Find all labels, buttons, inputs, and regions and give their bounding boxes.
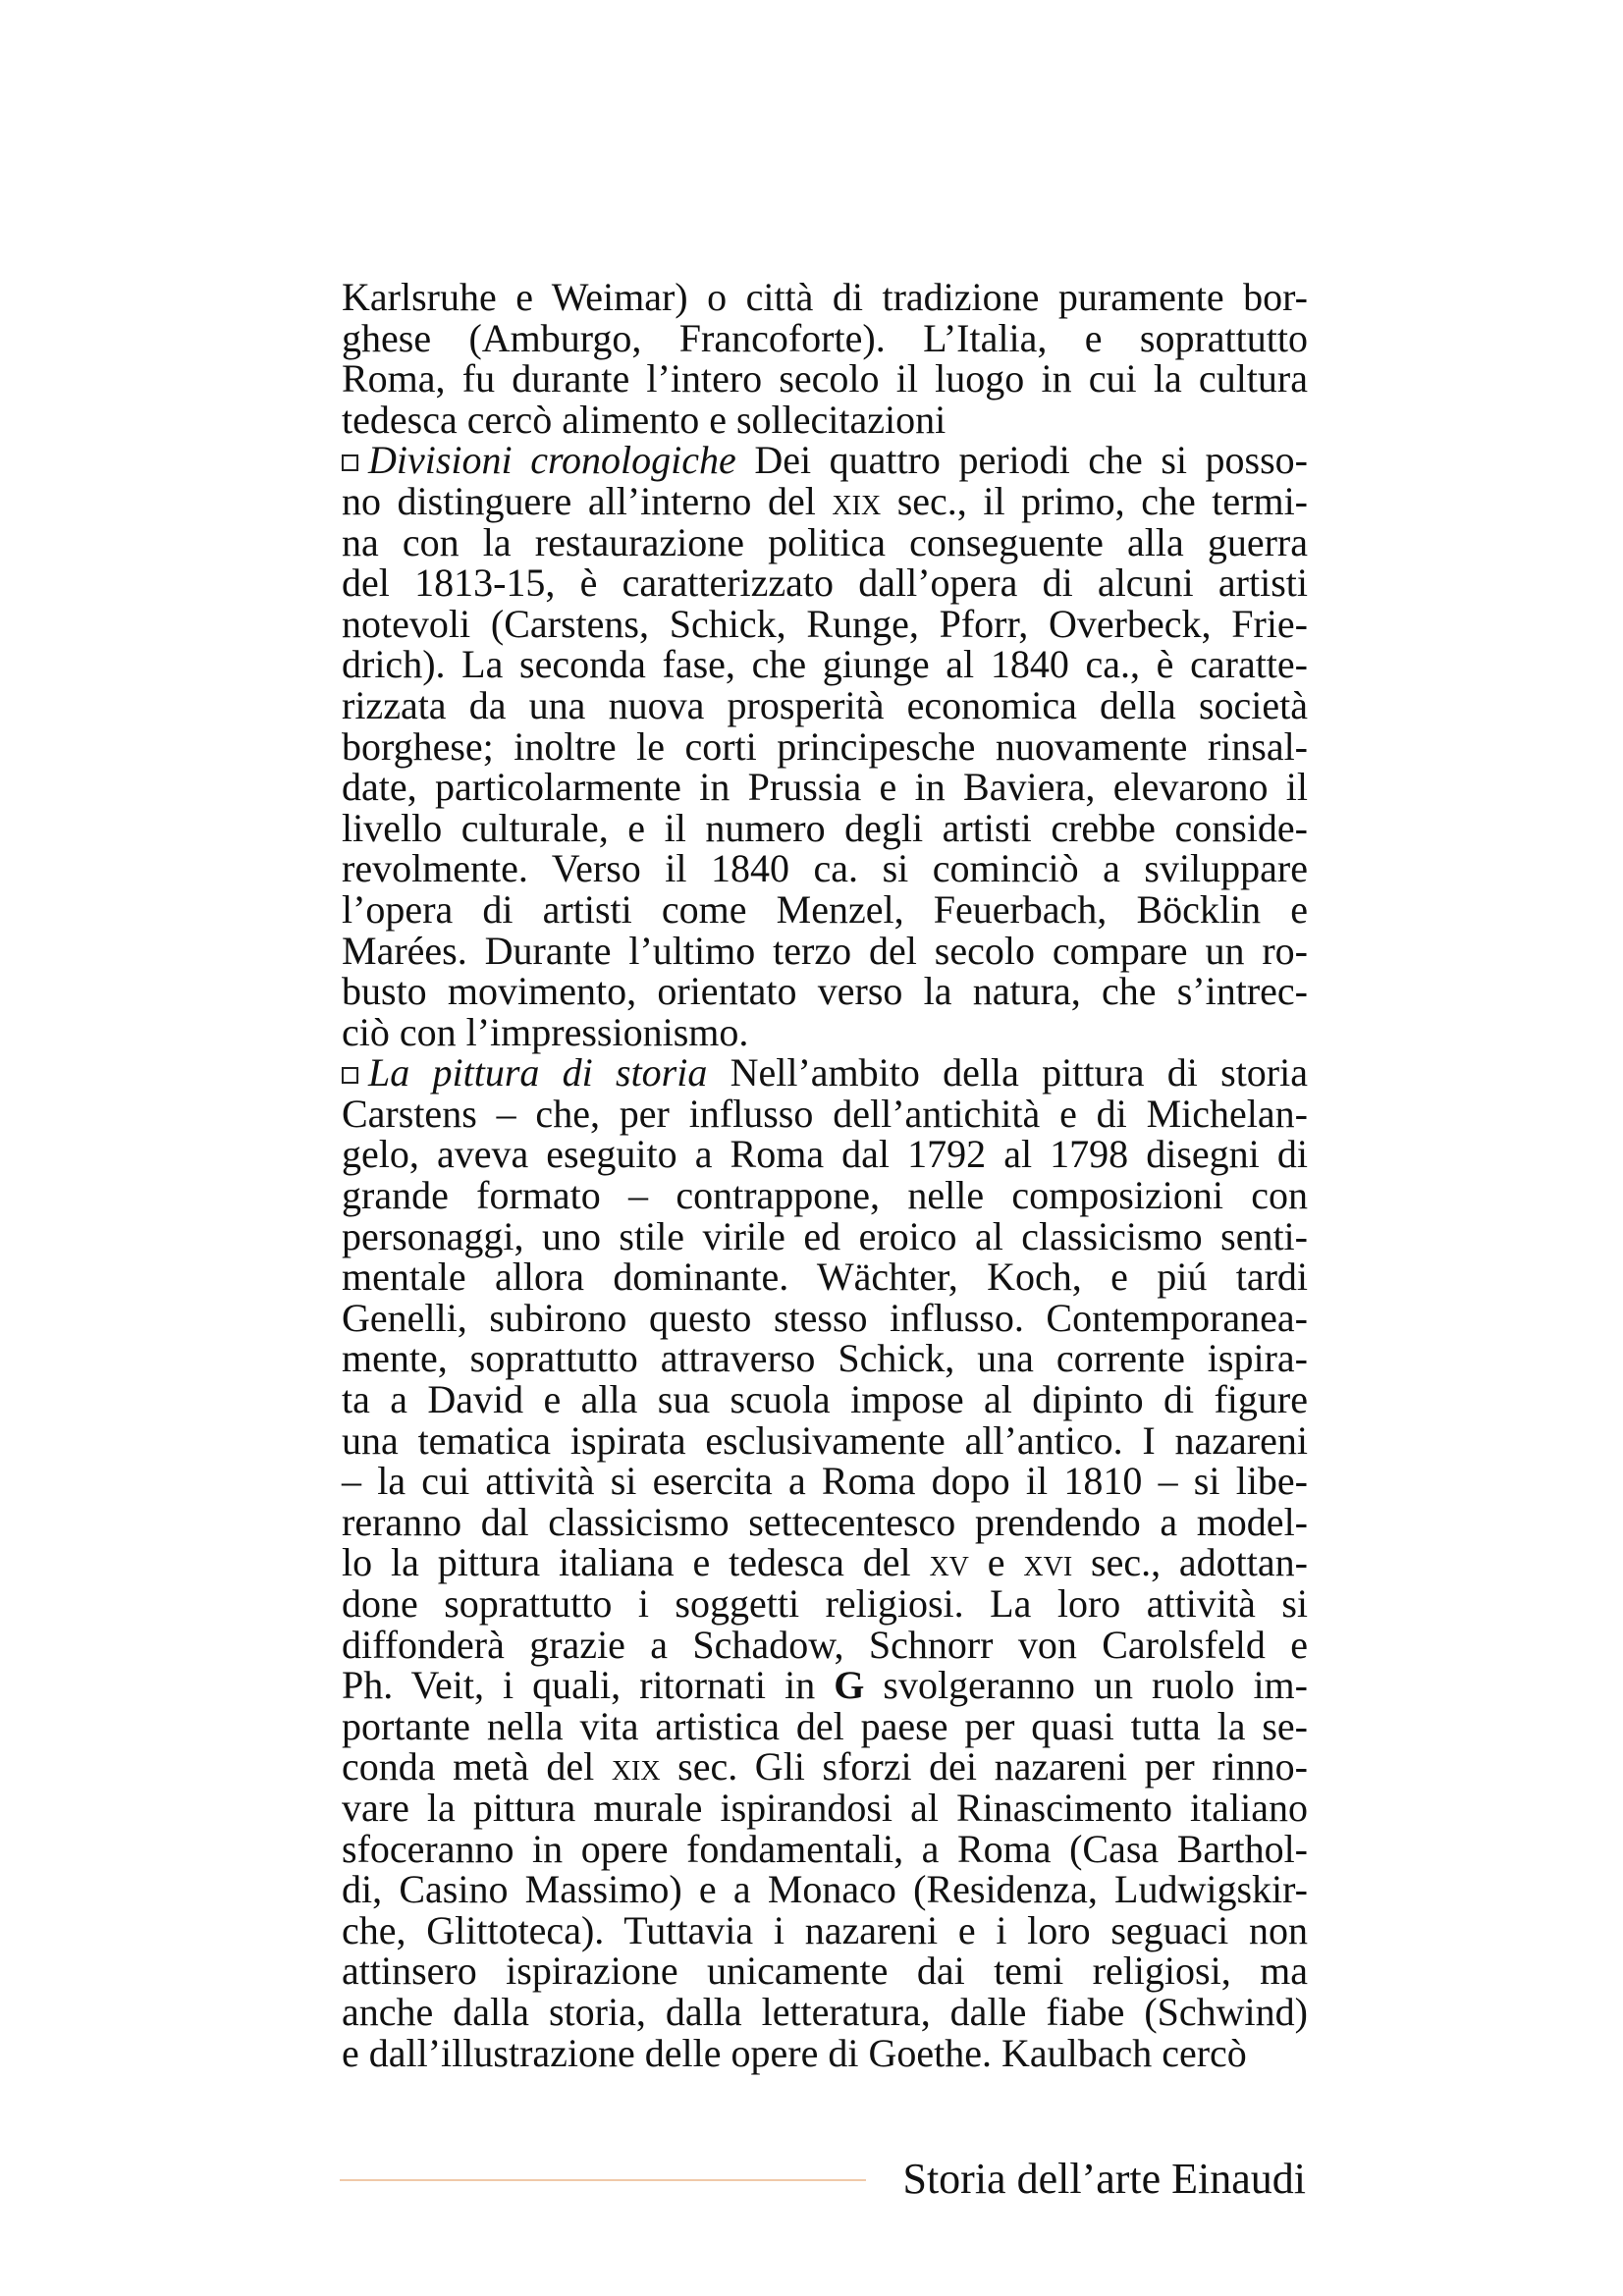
text-line: grande formato – contrappone, nelle composizioni con [342, 1173, 1308, 1218]
paragraph [342, 277, 1308, 440]
text-line: no distinguere all’interno del xix sec., il primo, che termi- [342, 478, 1309, 523]
text-line: Karlsruhe e Weimar) o città di tradizione puramente bor- [342, 275, 1308, 319]
text-line: mente, soprattutto attraverso Schick, una corrente ispira- [342, 1336, 1308, 1381]
text-line: l’opera di artisti come Menzel, Feuerbach, Böcklin e [342, 886, 1308, 932]
text-line: na con la restaurazione politica conseguente alla guerra [342, 519, 1308, 564]
text-line: diffonderà grazie a Schadow, Schnorr von Carolsfeld e [342, 1622, 1308, 1667]
text-line: mentale allora dominante. Wächter, Koch, e piú tardi [342, 1255, 1308, 1300]
text-line: date, particolarmente in Prussia e in Baviera, elevarono il [342, 765, 1308, 810]
text-line: e dall’illustrazione delle opere di Goethe. Kaulbach cercò [342, 2030, 1247, 2075]
text-line: Ph. Veit, i quali, ritornati in G svolgeranno un ruolo im- [342, 1663, 1308, 1708]
footer-title: Storia dell’arte Einaudi [902, 2155, 1306, 2203]
text-line: ghese (Amburgo, Francoforte). L’Italia, e soprattutto [342, 315, 1308, 360]
text-line: notevoli (Carstens, Schick, Runge, Pforr, Overbeck, Frie- [342, 601, 1308, 646]
text-line: drich). La seconda fase, che giunge al 1840 ca., è caratte- [342, 642, 1308, 687]
text-line: busto movimento, orientato verso la natura, che s’intrec- [342, 969, 1308, 1014]
text-line: del 1813-15, è caratterizzato dall’opera di alcuni artisti [342, 561, 1308, 606]
paragraph [342, 1052, 1308, 2073]
text-line: borghese; inoltre le corti principesche nuovamente rinsal- [342, 723, 1308, 769]
text-line-rest: Dei quattro periodi che si posso- [735, 438, 1309, 483]
text-line: vare la pittura murale ispirandosi al Rinascimento italiano [342, 1785, 1308, 1830]
paragraph [342, 440, 1308, 1052]
text-line: di, Casino Massimo) e a Monaco (Residenza, Ludwigskir- [342, 1867, 1308, 1912]
text-line: ta a David e alla sua scuola impose al dipinto di figure [342, 1377, 1308, 1422]
text-line: reranno dal classicismo settecentesco prendendo a model- [342, 1499, 1308, 1544]
text-line: che, Glittoteca). Tuttavia i nazareni e i loro seguaci non [342, 1907, 1308, 1952]
text-line: portante nella vita artistica del paese per quasi tutta la se- [342, 1703, 1308, 1748]
text-line: anche dalla storia, dalla letteratura, dalle fiabe (Schwind) [342, 1989, 1308, 2034]
text-line: ciò con l’impressionismo. [342, 1009, 749, 1054]
text-line: revolmente. Verso il 1840 ca. si cominciò a sviluppare [342, 846, 1308, 891]
text-line: Genelli, subirono questo stesso influsso. Contemporanea- [342, 1295, 1308, 1340]
paragraph-heading-line [342, 440, 1308, 481]
text-line: una tematica ispirata esclusivamente all’antico. I nazareni [342, 1417, 1308, 1463]
section-heading: La pittura di storia [368, 1050, 708, 1095]
section-marker-icon [342, 454, 358, 471]
text-line: tedesca cercò alimento e sollecitazioni [342, 397, 947, 442]
section-heading: Divisioni cronologiche [368, 438, 736, 483]
text-line: gelo, aveva eseguito a Roma dal 1792 al 1798 disegni di [342, 1132, 1308, 1177]
text-line: conda metà del xix sec. Gli sforzi dei nazareni per rinno- [342, 1744, 1309, 1789]
text-line: attinsero ispirazione unicamente dai temi religiosi, ma [342, 1949, 1308, 1994]
text-line: done soprattutto i soggetti religiosi. La loro attività si [342, 1581, 1308, 1626]
footer-rule [340, 2179, 866, 2181]
body-text [342, 277, 1308, 2073]
section-marker-icon [342, 1067, 358, 1084]
text-line: livello culturale, e il numero degli artisti crebbe conside- [342, 805, 1308, 850]
text-line: – la cui attività si esercita a Roma dopo il 1810 – si libe- [342, 1459, 1308, 1504]
text-line: Roma, fu durante l’intero secolo il luogo in cui la cultura [342, 356, 1308, 401]
text-line: personaggi, uno stile virile ed eroico al classicismo senti- [342, 1213, 1308, 1258]
text-line-rest: Nell’ambito della pittura di storia [707, 1050, 1308, 1095]
text-line: lo la pittura italiana e tedesca del xv e xvi sec., adottan- [342, 1540, 1308, 1585]
text-line: Carstens – che, per influsso dell’antichità e di Michelan- [342, 1091, 1308, 1136]
text-line: Marées. Durante l’ultimo terzo del secolo compare un ro- [342, 928, 1308, 973]
text-line: rizzata da una nuova prosperità economica della società [342, 682, 1308, 727]
text-line: sfoceranno in opere fondamentali, a Roma (Casa Barthol- [342, 1826, 1308, 1871]
paragraph-heading-line [342, 1052, 1308, 1094]
